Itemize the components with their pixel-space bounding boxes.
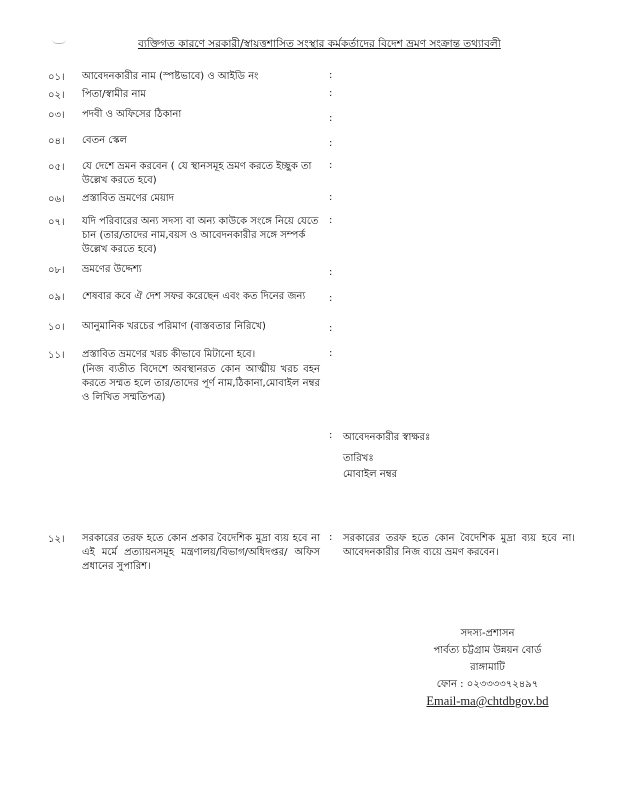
item-note: (নিজ ব্যতীত বিদেশে অবস্থানরত কোন আত্মীয় খরচ বহন করতে সম্মত হলে তার/তাদের পূর্ণ নাম,ঠিকানা,মোবাইল নম্বর ও লিখিত সম্মতিপত্র): [82, 364, 320, 403]
footer-organization: পার্বত্য চট্টগ্রাম উন্নয়ন বোর্ড: [433, 645, 542, 656]
colon: :: [329, 348, 333, 359]
item-label: পদবী ও অফিসের ঠিকানা: [82, 109, 182, 120]
colon: :: [329, 160, 333, 171]
item-answer: সরকারের তরফ হতে কোন বৈদেশিক মুদ্রা ব্যয় হবে না। আবেদনকারীর নিজ ব্যয়ে ভ্রমণ করবেন।: [343, 533, 575, 558]
item-number: ০৫।: [48, 162, 65, 173]
date-label: তারিখঃ: [343, 453, 374, 464]
colon: :: [329, 138, 333, 149]
item-label: প্রস্তাবিত ভ্রমণের মেয়াদ: [82, 193, 174, 204]
item-number: ০৩।: [48, 110, 65, 121]
signature-label: আবেদনকারীর স্বাক্ষরঃ: [343, 432, 431, 443]
item-number: ০৪।: [48, 136, 65, 147]
item-number: ১২।: [48, 534, 65, 545]
footer-designation: সদস্য-প্রশাসন: [460, 628, 515, 639]
footer-email[interactable]: Email-ma@chtdbgov.bd: [426, 694, 549, 708]
item-label: আবেদনকারীর নাম (স্পষ্টভাবে) ও আইডি নং: [82, 71, 259, 82]
mobile-label: মোবাইল নম্বর: [343, 469, 398, 480]
item-label: আনুমানিক খরচের পরিমাণ (বাস্তবতার নিরিখে): [82, 321, 266, 332]
item-number: ০৭।: [48, 217, 65, 228]
colon: :: [329, 88, 333, 99]
footer-location: রাঙ্গামাটি: [470, 662, 505, 673]
colon: :: [329, 192, 333, 203]
colon: :: [329, 323, 333, 334]
footer-block: [400, 625, 575, 710]
item-number: ০৯।: [48, 292, 65, 303]
item-number: ১১।: [48, 350, 65, 361]
item-label: বেতন স্কেল: [82, 135, 127, 146]
item-label: যে দেশে ভ্রমন করবেন ( যে স্থানসমূহ ভ্রমণ করতে ইচ্ছুক তা উল্লেখ করতে হবে): [82, 161, 312, 186]
item-label: প্রস্তাবিত ভ্রমণের খরচ কীভাবে মিটানো হবে।: [82, 349, 256, 360]
colon: :: [329, 215, 333, 226]
item-number: ০২।: [48, 90, 65, 101]
item-number: ০৮।: [48, 265, 65, 276]
colon: :: [329, 293, 333, 304]
item-label: যদি পরিবারের অন্য সদস্য বা অন্য কাউকে সংঙ্গে নিয়ে যেতে চান (তার/তাদের নাম,বয়স ও আবেদনকারীর সঙ্গে সম্পর্ক উল্লেখ করতে হবে): [82, 216, 319, 255]
colon: :: [329, 113, 333, 124]
footer-phone: ফোন : ০২৩৩৩৩৭২৪৯৭: [436, 679, 539, 690]
scan-mark: [52, 39, 66, 44]
item-number: ০১।: [48, 72, 65, 83]
item-number: ০৬।: [48, 194, 65, 205]
colon: :: [329, 70, 333, 81]
item-number: ১০।: [48, 322, 65, 333]
colon: :: [329, 430, 333, 441]
item-label: শেষবার কবে ঐ দেশ সফর করেছেন এবং কত দিনের জন্য: [82, 291, 306, 302]
item-label: পিতা/স্বামীর নাম: [82, 89, 146, 100]
page-title: ব্যক্তিগত কারণে সরকারী/স্বায়ত্তশাসিত সংস্থার কর্মকর্তাদের বিদেশ ভ্রমণ সংক্রান্ত তথ্যাবলী: [138, 38, 501, 50]
item-label: ভ্রমণের উদ্দেশ্য: [82, 264, 142, 275]
item-label: সরকারের তরফ হতে কোন প্রকার বৈদেশিক মুদ্রা ব্যয় হবে না এই মর্মে প্রত্যায়নসমূহ মন্ত্রণালয়/বিভাগ/অধিদপ্তর/ অফিস প্রধানের সুপারিশ।: [82, 533, 320, 572]
colon: :: [329, 267, 333, 278]
colon: :: [329, 532, 333, 543]
